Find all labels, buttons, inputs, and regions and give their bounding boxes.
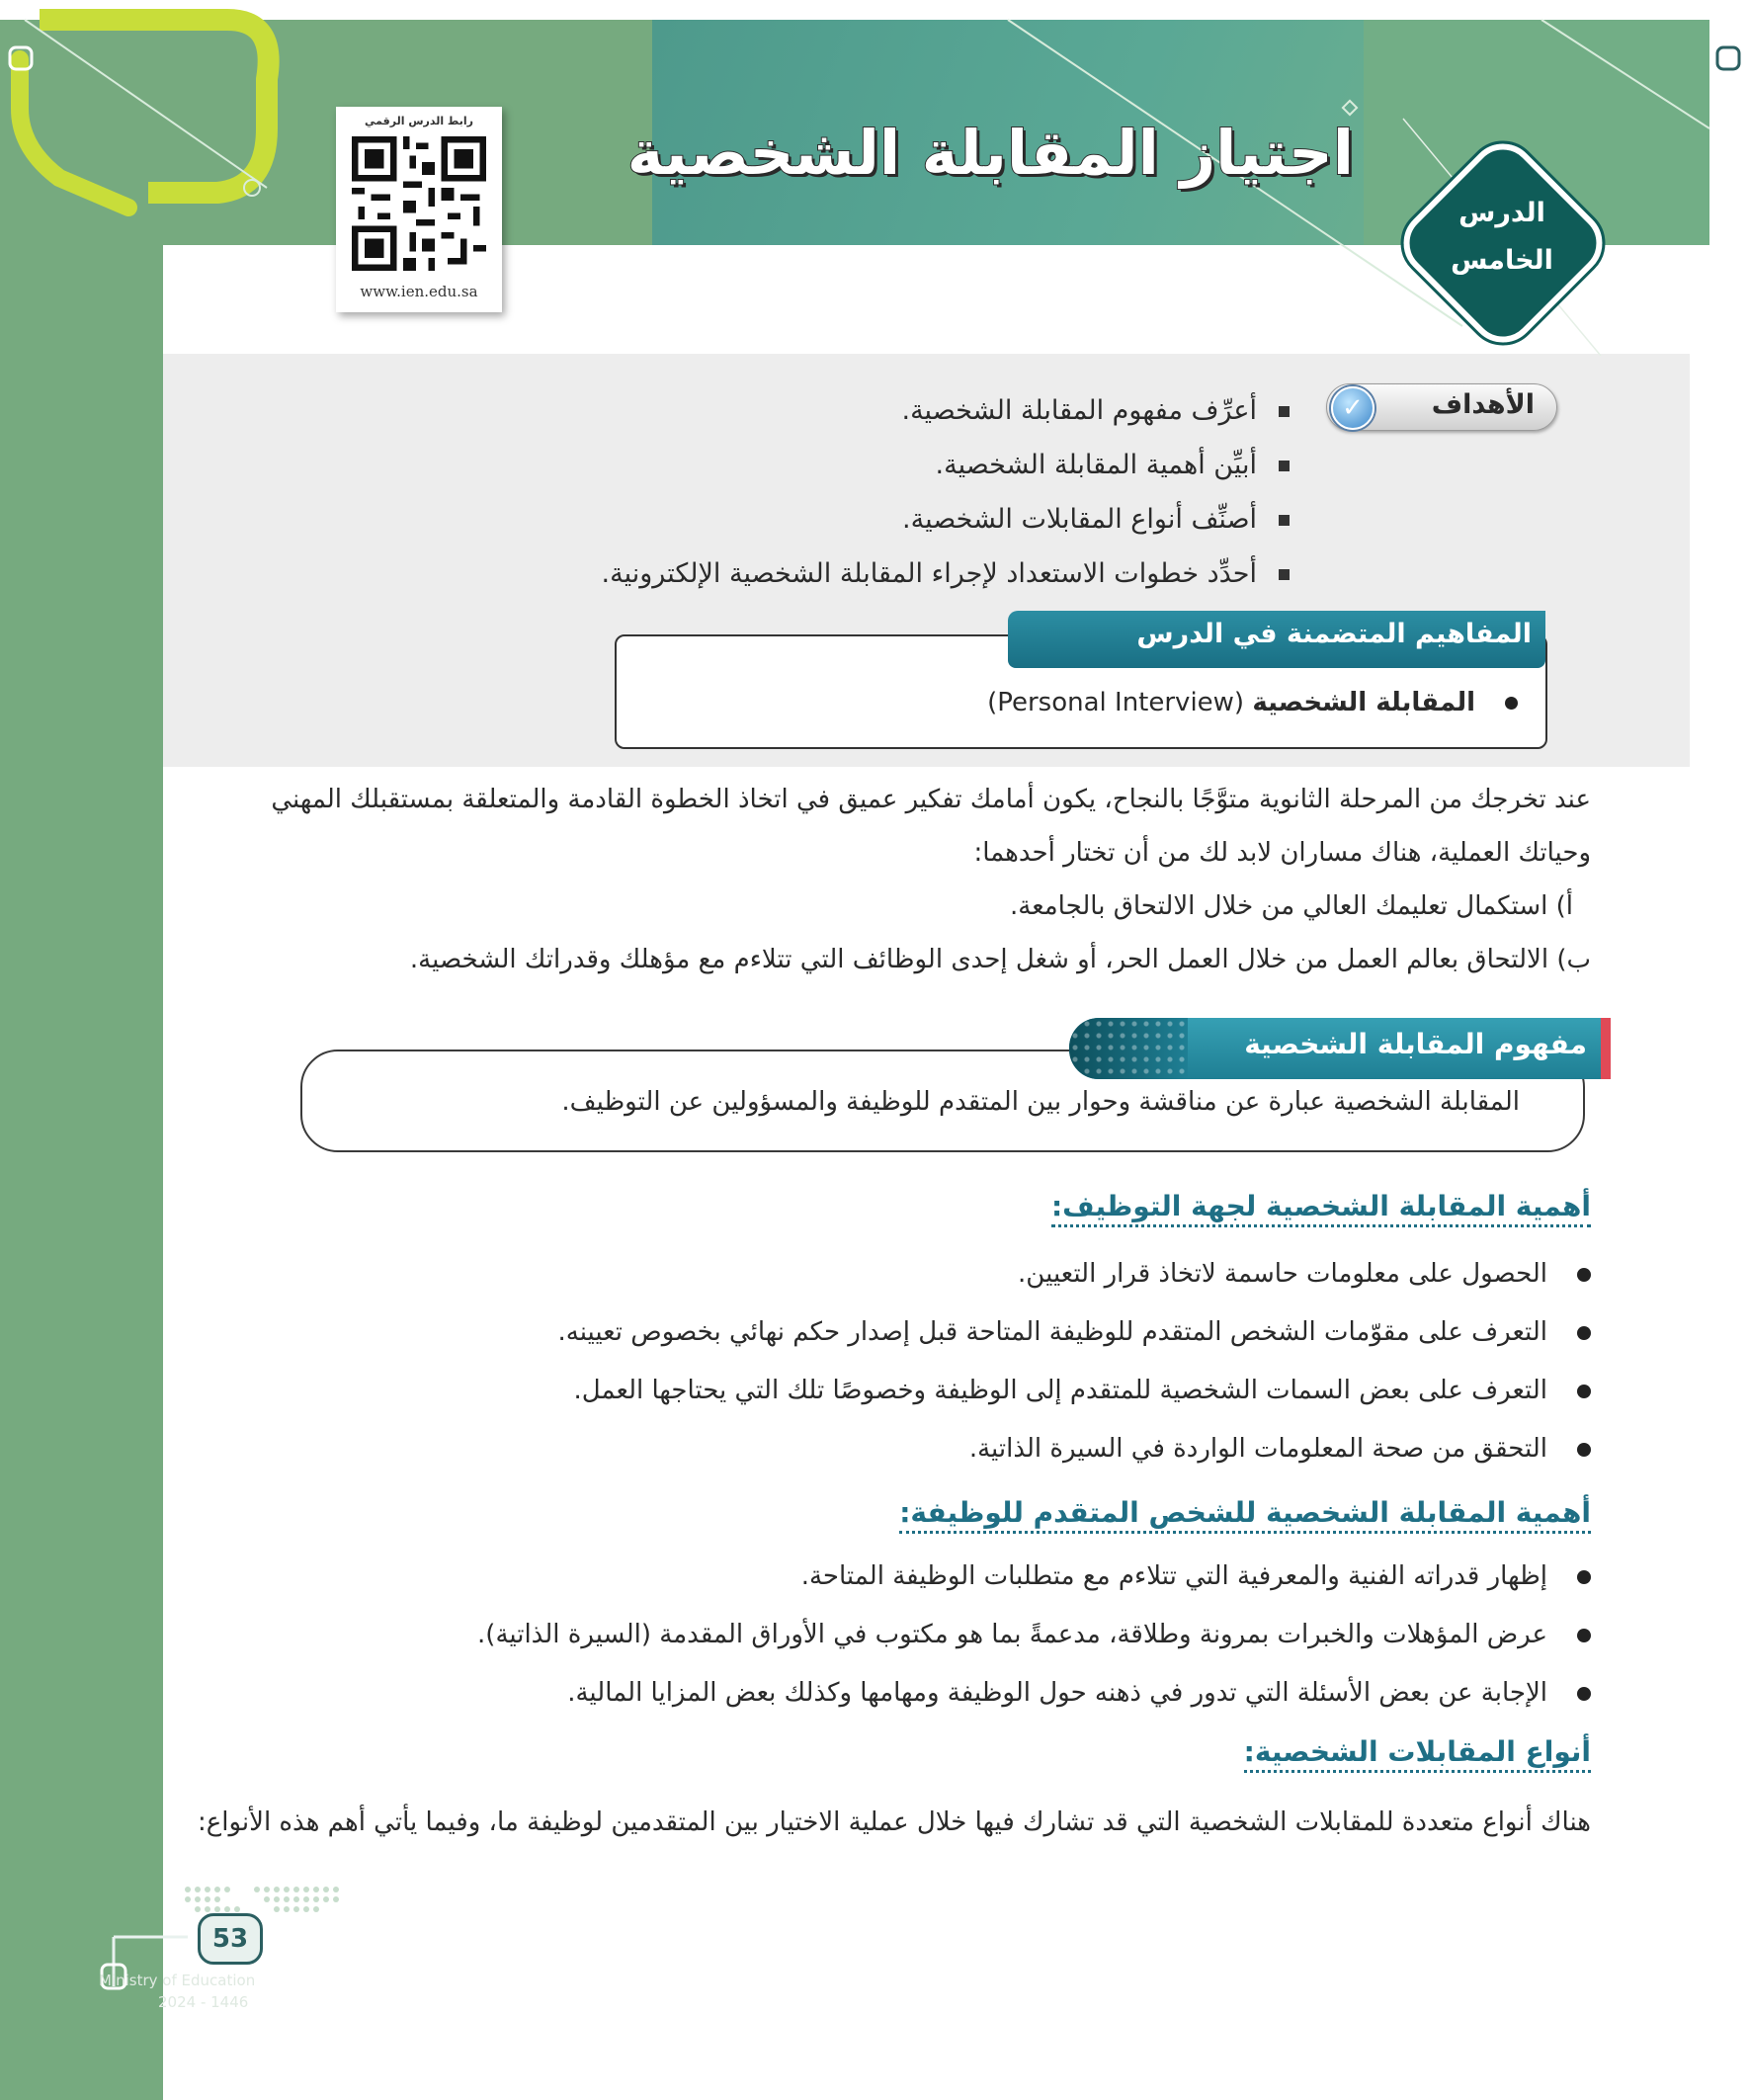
page-number: 53 [198,1913,263,1965]
edition-year: 2024 - 1446 [158,1993,249,2011]
list-item: الإجابة عن بعض الأسئلة التي تدور في ذهنه حول الوظيفة ومهامها وكذلك بعض المزايا المالية. [477,1664,1591,1722]
bullet-icon [1577,1326,1591,1340]
square-bullet-icon [1279,569,1290,580]
types-paragraph: هناك أنواع متعددة للمقابلات الشخصية التي قد تشارك فيها خلال عملية الاختيار بين المتقدمين لوظيفة ما، وفيما يأتي أهم هذه الأنواع: [197,1807,1591,1837]
page-title: اجتياز المقابلة الشخصية [626,117,1354,189]
square-bullet-icon [1279,515,1290,526]
bullet-icon [1577,1268,1591,1282]
objective-item: أبيِّن أهمية المقابلة الشخصية. [602,438,1290,492]
objectives-badge [1326,383,1557,431]
definition-label: مفهوم المقابلة الشخصية [1244,1028,1587,1060]
list-item: إظهار قدراته الفنية والمعرفية التي تتلاءم مع متطلبات الوظيفة المتاحة. [477,1548,1591,1606]
square-bullet-icon [1279,461,1290,471]
concepts-label: المفاهيم المتضمنة في الدرس [1136,619,1532,649]
concept-item: المقابلة الشخصية (Personal Interview) [987,688,1518,717]
intro-paragraph: عند تخرجك من المرحلة الثانوية متوَّجًا بالنجاح، يكون أمامك تفكير عميق في اتخاذ الخطوة القادمة والمتعلقة بمستقبلك المهني وحياتك العملية، هناك مساران لابد لك من أن تختار أحدهما: [271,785,1591,868]
option-a: أ) استكمال تعليمك العالي من خلال الالتحاق بالجامعة. [1009,891,1573,921]
objectives-list [602,383,1290,601]
objectives-label: الأهداف [1431,389,1535,420]
qr-caption: رابط الدرس الرقمي [365,115,473,127]
types-heading: أنواع المقابلات الشخصية: [1244,1735,1591,1773]
intro-text [198,773,1591,986]
employer-importance-heading: أهمية المقابلة الشخصية لجهة التوظيف: [1051,1190,1591,1227]
red-accent-bar [1601,1018,1611,1079]
list-item: التعرف على بعض السمات الشخصية للمتقدم إلى الوظيفة وخصوصًا تلك التي يحتاجها العمل. [557,1362,1591,1420]
lime-frame-decoration [40,20,269,193]
list-item: التعرف على مقوّمات الشخص المتقدم للوظيفة المتاحة قبل إصدار حكم نهائي بخصوص تعيينه. [557,1303,1591,1362]
ministry-name: Ministry of Education [99,1972,256,1989]
list-item: الحصول على معلومات حاسمة لاتخاذ قرار التعيين. [557,1245,1591,1303]
objective-item: أعرِّف مفهوم المقابلة الشخصية. [602,383,1290,438]
list-item: التحقق من صحة المعلومات الواردة في السيرة الذاتية. [557,1420,1591,1478]
lesson-label [1413,190,1591,285]
objective-item: أحدِّد خطوات الاستعداد لإجراء المقابلة الشخصية الإلكترونية. [602,546,1290,601]
qr-code-icon[interactable] [352,136,486,271]
objective-item: أصنِّف أنواع المقابلات الشخصية. [602,492,1290,546]
bullet-icon [1577,1385,1591,1398]
qr-card[interactable] [336,107,502,312]
bullet-icon [1577,1687,1591,1701]
employer-importance-list [557,1245,1591,1478]
bullet-icon [1577,1629,1591,1642]
square-bullet-icon [1279,406,1290,417]
qr-url[interactable]: www.ien.edu.sa [360,283,478,300]
corner-square-decoration [1717,47,1739,69]
bullet-icon [1577,1443,1591,1457]
dot-pattern-decoration [1069,1018,1188,1079]
list-item: عرض المؤهلات والخبرات بمرونة وطلاقة، مدعمةً بما هو مكتوب في الأوراق المقدمة (السيرة الذاتية). [477,1606,1591,1664]
definition-tab [1069,1018,1601,1079]
bullet-icon [1577,1570,1591,1584]
check-icon: ✓ [1331,386,1374,430]
applicant-importance-list [477,1548,1591,1722]
bullet-icon [1505,697,1518,710]
concepts-tab [1008,611,1545,668]
small-diamond-decoration [1343,101,1357,115]
diagonal-line-decoration [25,20,267,188]
option-b: ب) الالتحاق بعالم العمل من خلال العمل الحر، أو شغل إحدى الوظائف التي تتلاءم مع مؤهلك وقدراتك الشخصية. [409,945,1591,974]
definition-text: المقابلة الشخصية عبارة عن مناقشة وحوار بين المتقدم للوظيفة والمسؤولين عن التوظيف. [561,1087,1520,1117]
diagonal-line-decoration [1541,20,1709,128]
lesson-label-line2: الخامس [1451,245,1553,276]
applicant-importance-heading: أهمية المقابلة الشخصية للشخص المتقدم للوظيفة: [899,1496,1591,1534]
lesson-label-line1: الدرس [1458,198,1545,228]
